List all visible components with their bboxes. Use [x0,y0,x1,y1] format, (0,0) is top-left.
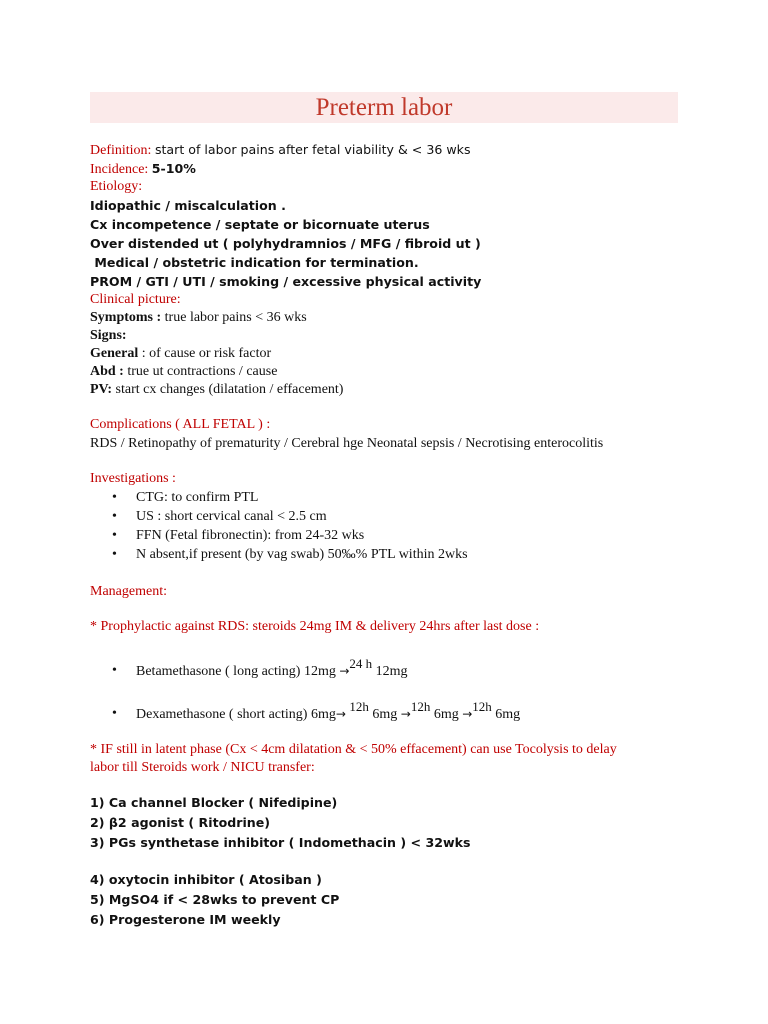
abd-label: Abd : [90,364,124,379]
abd-line [90,364,277,380]
dexa-text: Dexamethasone ( short acting) 6mg [136,707,336,722]
complications-text: RDS / Retinopathy of prematurity / Cerebral hge Neonatal sepsis / Necrotising enterocolitis [90,436,604,451]
signs-label [90,328,127,344]
incidence-line [90,161,196,178]
signs-label-text: Signs: [90,328,127,343]
dexa-dose: 6mg [372,707,398,722]
arrow-icon: → [335,707,346,721]
abd-text: true ut contractions / cause [123,364,278,379]
arrow-icon: → [339,664,350,678]
bullet-text: FFN (Fetal fibronectin): from 24-32 wks [136,528,365,543]
bullet-item [112,490,259,506]
investigations-label: Investigations : [90,471,176,486]
symptoms-label: Symptoms : [90,310,162,325]
pv-text: start cx changes (dilatation / effacement) [112,382,344,397]
beta-interval: 24 h [349,656,373,671]
etiology-label: Etiology: [90,179,143,194]
clinical-label: Clinical picture: [90,292,181,307]
etiology-item: Idiopathic / miscalculation . [90,198,286,213]
beta-dose: 12mg [375,664,408,679]
dexa-dose: 6mg [495,707,521,722]
pv-line [90,382,343,398]
dexa-interval: 12h [410,699,431,714]
bullet-text: CTG: to confirm PTL [136,490,259,505]
drug-item: 2) β2 agonist ( Ritodrine) [90,815,271,830]
bullet-item [112,509,327,525]
dexa-dose: 6mg [433,707,459,722]
bullet-dot: • [112,509,117,524]
drug-item: 4) oxytocin inhibitor ( Atosiban ) [90,872,322,887]
bullet-dot: • [112,490,117,505]
drug-item: 5) MgSO4 if < 28wks to prevent CP [90,892,340,907]
definition-text: start of labor pains after fetal viability & < 36 wks [154,142,471,157]
symptoms-text: true labor pains < 36 wks [161,310,307,325]
bullet-item [112,528,365,544]
definition-label: Definition: [90,143,152,158]
dexamethasone-text [136,699,521,723]
incidence-label: Incidence: [90,162,149,177]
bullet-text: N absent,if present (by vag swab) 50‰% PTL within 2wks [136,547,468,562]
general-label: General [90,346,139,361]
etiology-item: Medical / obstetric indication for termination. [90,255,419,270]
bullet-item [112,547,468,563]
dexamethasone-item [112,699,521,722]
pv-label: PV: [90,382,113,397]
title-bar [90,92,678,123]
drug-item: 1) Ca channel Blocker ( Nifedipine) [90,795,338,810]
dexa-interval: 12h [349,699,369,714]
bullet-dot: • [112,706,117,721]
definition-line [90,142,471,159]
tocolysis-line-1: * IF still in latent phase (Cx < 4cm dilatation & < 50% effacement) can use Tocolysis to delay [90,742,617,757]
arrow-icon: → [400,707,411,721]
arrow-icon: → [462,707,473,721]
bullet-dot: • [112,663,117,678]
drug-item: 6) Progesterone IM weekly [90,912,281,927]
etiology-item: PROM / GTI / UTI / smoking / excessive physical activity [90,274,482,289]
bullet-dot: • [112,547,117,562]
page-title: Preterm labor [315,94,453,121]
general-text: : of cause or risk factor [138,346,272,361]
incidence-text: 5-10% [151,161,196,176]
tocolysis-line-2: labor till Steroids work / NICU transfer: [90,760,315,775]
dexa-interval: 12h [472,699,492,714]
symptoms-line [90,310,307,326]
etiology-item: Over distended ut ( polyhydramnios / MFG / fibroid ut ) [90,236,481,251]
betamethasone-text [136,656,408,680]
betamethasone-item [112,656,408,679]
general-line [90,346,271,362]
bullet-dot: • [112,528,117,543]
complications-label: Complications ( ALL FETAL ) : [90,417,271,432]
management-label: Management: [90,584,167,599]
drug-item: 3) PGs synthetase inhibitor ( Indomethacin ) < 32wks [90,835,471,850]
prophylactic-line: * Prophylactic against RDS: steroids 24mg IM & delivery 24hrs after last dose : [90,619,540,634]
etiology-item: Cx incompetence / septate or bicornuate uterus [90,217,430,232]
bullet-text: US : short cervical canal < 2.5 cm [136,509,327,524]
beta-text: Betamethasone ( long acting) 12mg [136,664,340,679]
